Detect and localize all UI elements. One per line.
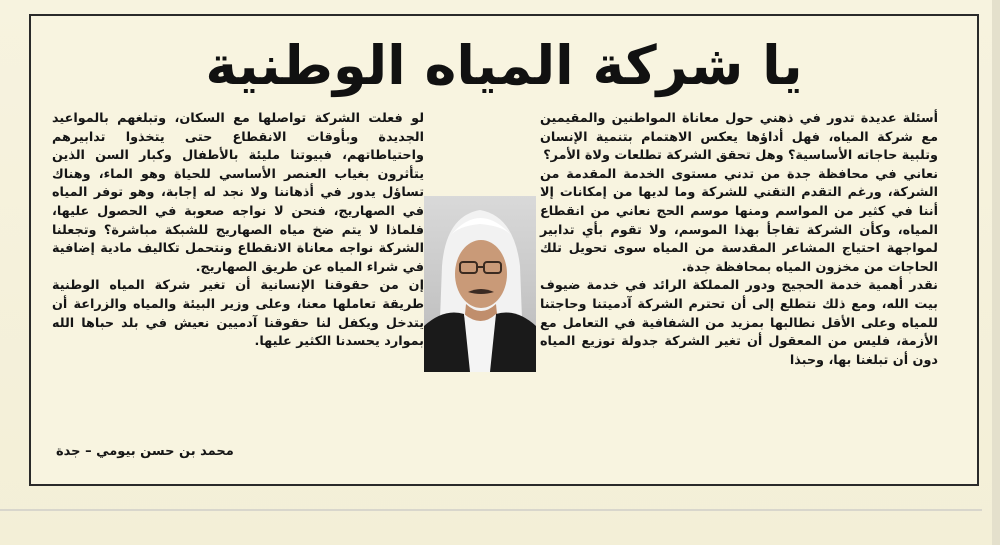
article-paragraph: إن من حقوقنا الإنسانية أن تغير شركة المياه الوطنية طريقة تعاملها معنا، وعلى وزير البيئة والمياه والزراعة أن يتدخل ويكفل لنا حقوقنا آدميين نعيش في بلد حباها الله بموارد يحسدنا الكثير عليها. bbox=[52, 278, 424, 350]
article-paragraph: نقدر أهمية خدمة الحجيج ودور المملكة الرائد في خدمة ضيوف بيت الله، ومع ذلك نتطلع إلى أن تحترم الشركة آدميتنا وحاجتنا للمياه وعلى الأقل نطالبها بمزيد من الشفافية في التعامل مع الأزمة، فليس من المعقول أن تغير الشركة جدولة توزيع المياه دون أن تبلغنا بها، وحبذا bbox=[540, 278, 938, 368]
article-column-right bbox=[540, 110, 938, 370]
portrait-image bbox=[424, 196, 536, 372]
article-column-left bbox=[52, 110, 424, 352]
divider bbox=[0, 509, 982, 511]
article-byline: محمد بن حسن بيومي – جدة bbox=[56, 444, 234, 459]
page-edge bbox=[992, 0, 1000, 545]
article-headline: يا شركة المياه الوطنية bbox=[205, 34, 803, 97]
article-paragraph: نعاني في محافظة جدة من تدني مستوى الخدمة المقدمة من الشركة، ورغم التقدم التقني للشركة وما لديها من إمكانات إلا أننا في كثير من المواسم ومنها موسم الحج نعاني من انقطاع المياه، وكأن الشركة تفاجأ بهذا الموسم، ولا تقوم بأي تدابير لمواجهة احتياج المشاعر المقدسة من المياه سوى تحويل تلك الحاجات من مخزون المياه بمحافظة جدة. bbox=[540, 166, 938, 275]
author-photo bbox=[424, 196, 536, 372]
article-paragraph: لو فعلت الشركة تواصلها مع السكان، وتبلغهم بالمواعيد الجديدة وبأوقات الانقطاع حتى يتخذوا تدابيرهم واحتياطاتهم، فبيوتنا مليئة بالأطفال وكبار السن الذين يتأثرون بغياب العنصر الأساسي للحياة وهو الماء، وهناك تساؤل يدور في أذهاننا ولا نجد له إجابة، وهو توفر المياه في الصهاريج، فنحن لا نواجه صعوبة في الحصول عليها، فلماذا لا يتم ضخ مياه الصهاريج للشبكة مباشرة؟ وتجعلنا الشركة نواجه معاناة الانقطاع ونتحمل تكاليف مادية إضافية في شراء المياه عن طريق الصهاريج. bbox=[52, 111, 424, 275]
article-paragraph: أسئلة عديدة تدور في ذهني حول معاناة المواطنين والمقيمين مع شركة المياه، فهل أداؤها يعكس الاهتمام بتنمية الإنسان وتلبية حاجاته الأساسية؟ وهل تحقق الشركة تطلعات ولاة الأمر؟ bbox=[540, 111, 938, 164]
